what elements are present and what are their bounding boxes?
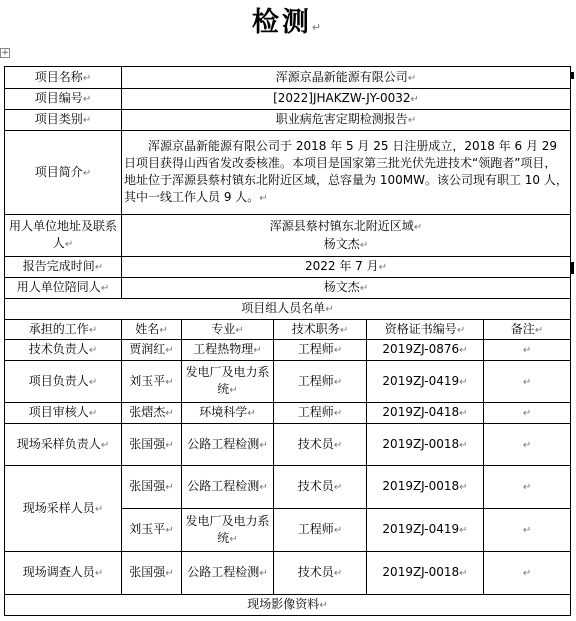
project-type-row <box>5 110 571 131</box>
photos-section-title: 现场影像资料↵ <box>5 595 571 616</box>
project-type-value: 职业病危害定期检测报告↵ <box>122 110 571 131</box>
report-date-label: 报告完成时间↵ <box>5 257 122 278</box>
team-name: 刘玉平↵ <box>122 509 182 552</box>
project-name-value: 浑源京晶新能源有限公司↵ <box>122 67 571 89</box>
team-title: 工程师↵ <box>274 361 367 403</box>
team-cert: 2019ZJ-0418↵ <box>367 403 484 424</box>
project-code-value: [2022]JHAKZW-JY-0032↵ <box>122 89 571 110</box>
employer-row <box>5 215 571 257</box>
team-row <box>5 340 571 361</box>
ruler-marker-icon <box>571 72 574 79</box>
team-role: 项目审核人↵ <box>5 403 122 424</box>
team-cert: 2019ZJ-0018↵ <box>367 552 484 595</box>
project-name-row <box>5 67 571 89</box>
team-title: 技术员↵ <box>274 552 367 595</box>
ruler-marker-icon <box>571 262 574 274</box>
team-note: ↵ <box>484 552 571 595</box>
team-name: 贾润红↵ <box>122 340 182 361</box>
project-type-label: 项目类别↵ <box>5 110 122 131</box>
team-header-row <box>5 320 571 340</box>
team-role: 现场采样负责人↵ <box>5 424 122 466</box>
project-code-row <box>5 89 571 110</box>
team-title: 技术员↵ <box>274 466 367 509</box>
team-note: ↵ <box>484 361 571 403</box>
project-info-table <box>4 66 571 616</box>
team-role: 现场采样人员↵ <box>5 466 122 552</box>
employer-value <box>122 215 571 257</box>
team-role: 技术负责人↵ <box>5 340 122 361</box>
team-row <box>5 361 571 403</box>
team-note: ↵ <box>484 509 571 552</box>
team-major: 工程热物理↵ <box>182 340 274 361</box>
team-cert: 2019ZJ-0018↵ <box>367 466 484 509</box>
team-header-cell: 备注↵ <box>484 320 571 340</box>
team-role: 现场调查人员↵ <box>5 552 122 595</box>
team-cert: 2019ZJ-0018↵ <box>367 424 484 466</box>
team-major: 公路工程检测↵ <box>182 424 274 466</box>
team-row <box>5 552 571 595</box>
escort-row <box>5 278 571 299</box>
employer-label: 用人单位地址及联系人↵ <box>5 215 122 257</box>
team-note: ↵ <box>484 466 571 509</box>
team-row <box>5 424 571 466</box>
team-title: 工程师↵ <box>274 403 367 424</box>
team-row <box>5 403 571 424</box>
escort-label: 用人单位陪同人↵ <box>5 278 122 299</box>
team-header-cell: 专业↵ <box>182 320 274 340</box>
team-section-row <box>5 299 571 320</box>
team-name: 张国强↵ <box>122 466 182 509</box>
team-note: ↵ <box>484 424 571 466</box>
team-title: 技术员↵ <box>274 424 367 466</box>
project-intro-value: 浑源京晶新能源有限公司于 2018 年 5 月 25 日注册成立，2018 年 6 月 29 日项目获得山西省发改委核准。本项目是国家第三批光伏先进技术“领跑者”项目，地址位于浑源县蔡村镇东北附近区域，总容量为 100MW。该公司现有职工 10 人，其中一线工作人员 9 人。↵ <box>122 131 571 215</box>
employer-contact: 杨文杰↵ <box>323 236 369 251</box>
project-name-label: 项目名称↵ <box>5 67 122 89</box>
team-name: 张国强↵ <box>122 552 182 595</box>
project-intro-label: 项目简介↵ <box>5 131 122 215</box>
table-move-handle-icon[interactable]: + <box>1 48 9 58</box>
team-header-cell: 技术职务↵ <box>274 320 367 340</box>
employer-address: 浑源县蔡村镇东北附近区域↵ <box>269 218 423 233</box>
team-section-title: 项目组人员名单↵ <box>5 299 571 320</box>
report-date-value: 2022 年 7 月↵ <box>122 257 571 278</box>
team-title: 工程师↵ <box>274 340 367 361</box>
team-major: 发电厂及电力系统↵ <box>182 361 274 403</box>
team-major: 公路工程检测↵ <box>182 466 274 509</box>
page-title: 检测↵ <box>251 7 325 38</box>
report-date-row <box>5 257 571 278</box>
project-intro-row <box>5 131 571 215</box>
team-major: 发电厂及电力系统↵ <box>182 509 274 552</box>
team-name: 张熠杰↵ <box>122 403 182 424</box>
team-cert: 2019ZJ-0419↵ <box>367 361 484 403</box>
team-title: 工程师↵ <box>274 509 367 552</box>
team-row <box>5 466 571 509</box>
team-cert: 2019ZJ-0419↵ <box>367 509 484 552</box>
team-header-cell: 资格证书编号↵ <box>367 320 484 340</box>
team-major: 公路工程检测↵ <box>182 552 274 595</box>
team-header-cell: 姓名↵ <box>122 320 182 340</box>
team-cert: 2019ZJ-0876↵ <box>367 340 484 361</box>
team-name: 张国强↵ <box>122 424 182 466</box>
team-major: 环境科学↵ <box>182 403 274 424</box>
paragraph-mark-icon: ↵ <box>311 21 325 34</box>
project-code-label: 项目编号↵ <box>5 89 122 110</box>
escort-value: 杨文杰↵ <box>122 278 571 299</box>
team-note: ↵ <box>484 403 571 424</box>
team-note: ↵ <box>484 340 571 361</box>
team-name: 刘玉平↵ <box>122 361 182 403</box>
team-role: 项目负责人↵ <box>5 361 122 403</box>
team-header-cell: 承担的工作↵ <box>5 320 122 340</box>
photos-section-row <box>5 595 571 616</box>
